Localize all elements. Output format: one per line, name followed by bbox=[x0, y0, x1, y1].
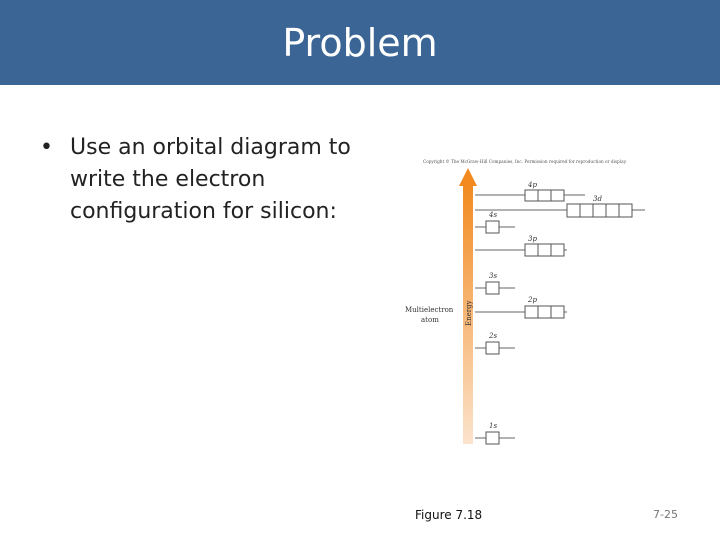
orbital-box bbox=[486, 221, 499, 233]
orbital-label-4p: 4p bbox=[528, 181, 537, 189]
orbital-box bbox=[538, 306, 551, 318]
orbital-box bbox=[486, 432, 499, 444]
energy-arrow-head bbox=[459, 168, 477, 186]
orbital-box bbox=[551, 244, 564, 256]
atom-label-2: atom bbox=[421, 316, 439, 324]
orbital-box bbox=[551, 306, 564, 318]
bullet-list bbox=[40, 132, 380, 228]
orbital-box bbox=[551, 190, 564, 201]
orbital-label-3p: 3p bbox=[528, 235, 537, 243]
slide-number: 7-25 bbox=[653, 508, 678, 521]
orbital-box bbox=[486, 282, 499, 294]
copyright-notice: Copyright © The McGraw-Hill Companies, Inc. Permission required for reproduction or display. bbox=[423, 159, 627, 164]
figure-caption: Figure 7.18 bbox=[415, 508, 483, 522]
orbital-label-2p: 2p bbox=[528, 296, 537, 304]
orbital-box bbox=[538, 244, 551, 256]
orbital-box bbox=[567, 204, 580, 217]
atom-label: Multielectron bbox=[405, 306, 454, 314]
orbital-box bbox=[525, 244, 538, 256]
energy-label: Energy bbox=[465, 300, 473, 326]
orbital-label-3s: 3s bbox=[489, 272, 498, 280]
orbital-label-3d: 3d bbox=[593, 195, 602, 203]
orbital-energy-diagram bbox=[395, 150, 655, 460]
bullet-text: Use an orbital diagram to write the electron configuration for silicon: bbox=[70, 135, 351, 224]
slide-title: Problem bbox=[282, 20, 438, 65]
orbital-box bbox=[606, 204, 619, 217]
orbital-box bbox=[619, 204, 632, 217]
orbital-box bbox=[525, 190, 538, 201]
bullet-dot-icon: • bbox=[40, 135, 53, 160]
orbital-box bbox=[486, 342, 499, 354]
bullet-item bbox=[40, 132, 380, 228]
orbital-box bbox=[538, 190, 551, 201]
orbital-label-1s: 1s bbox=[489, 422, 498, 430]
orbital-box bbox=[580, 204, 593, 217]
orbital-label-4s: 4s bbox=[489, 211, 498, 219]
orbital-box bbox=[525, 306, 538, 318]
orbital-label-2s: 2s bbox=[489, 332, 498, 340]
orbital-box bbox=[593, 204, 606, 217]
